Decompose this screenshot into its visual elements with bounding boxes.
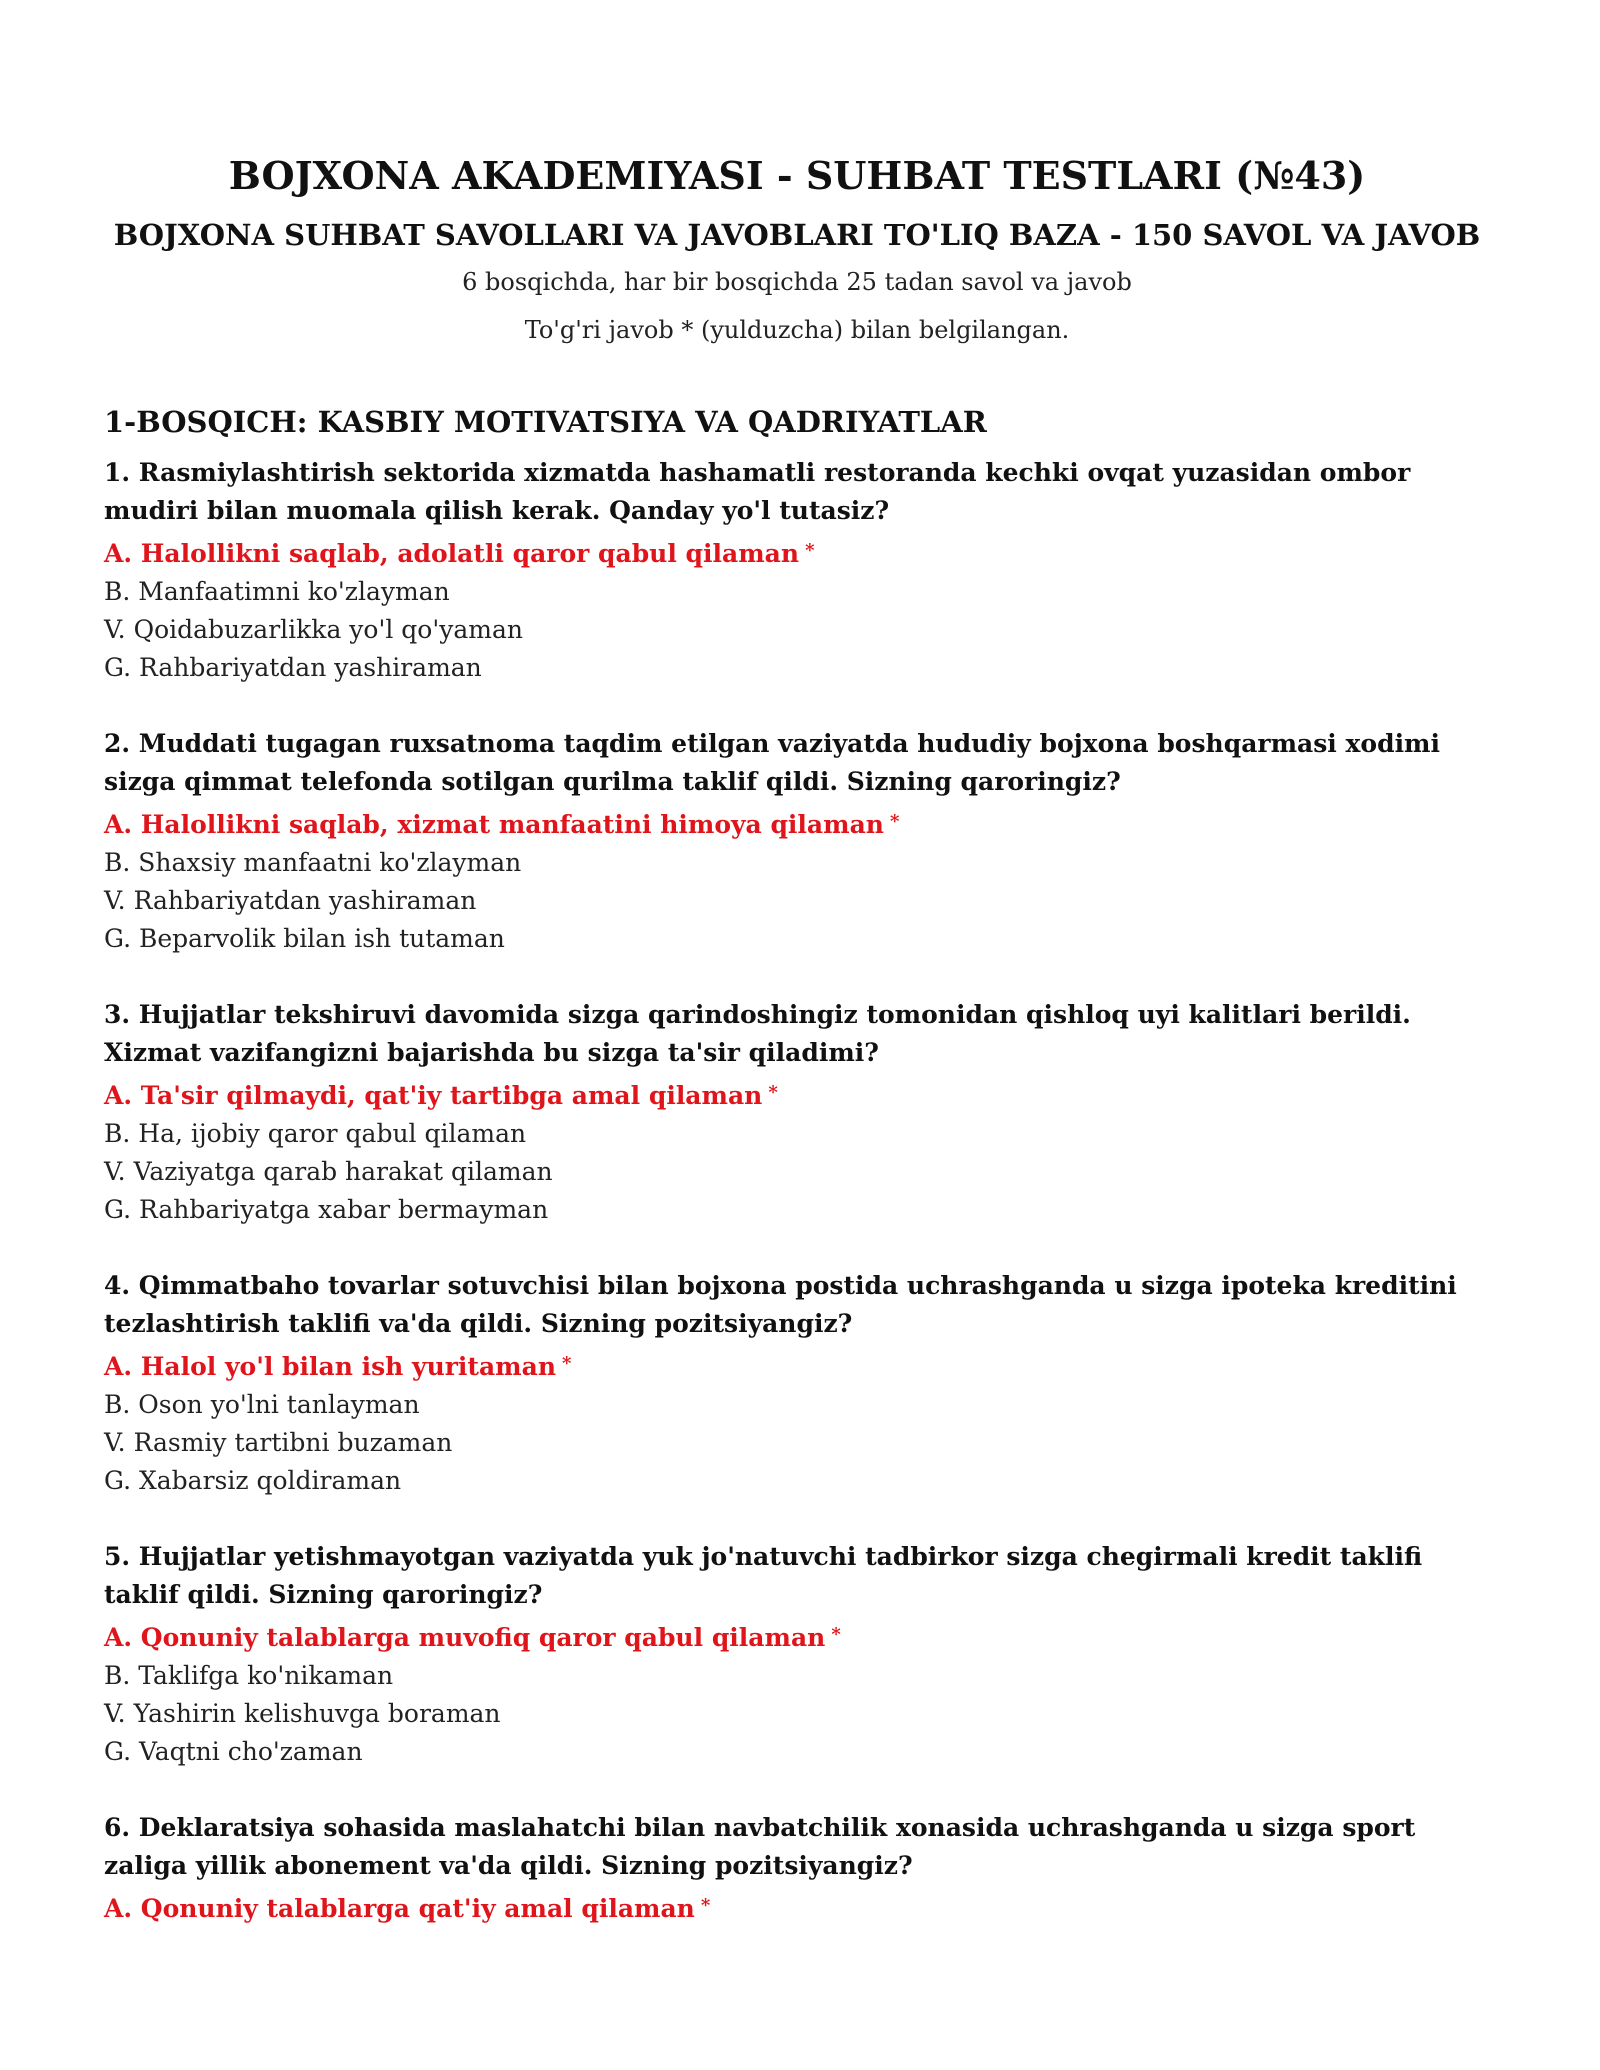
question-5 — [104, 1538, 1490, 1771]
correct-mark-star: * — [889, 811, 900, 832]
option-label: A. Qonuniy talablarga muvofiq qaror qabul qilaman — [104, 1623, 826, 1652]
option-label: A. Halol yo'l bilan ish yuritaman — [104, 1352, 557, 1381]
question-3 — [104, 996, 1490, 1229]
answer-option: G. Rahbariyatdan yashiraman — [104, 653, 482, 682]
document-note-stages: 6 bosqichda, har bir bosqichda 25 tadan savol va javob — [462, 268, 1132, 296]
answer-option: B. Oson yo'lni tanlayman — [104, 1390, 420, 1419]
answer-option-correct — [104, 1887, 1490, 1928]
answer-option: G. Rahbariyatga xabar bermayman — [104, 1195, 549, 1224]
answer-option: G. Xabarsiz qoldiraman — [104, 1466, 402, 1495]
question-text: 5. Hujjatlar yetishmayotgan vaziyatda yuk jo'natuvchi tadbirkor sizga chegirmali kredit taklifi taklif qildi. Sizning qaroringiz? — [104, 1542, 1423, 1609]
correct-mark-star: * — [768, 1082, 778, 1103]
option-label: A. Halollikni saqlab, xizmat manfaatini himoya qilaman — [104, 810, 884, 839]
question-1 — [104, 454, 1490, 687]
answer-option: B. Taklifga ko'nikaman — [104, 1661, 394, 1690]
answer-option: V. Yashirin kelishuvga boraman — [104, 1699, 501, 1728]
question-6 — [104, 1809, 1490, 1928]
option-label: A. Ta'sir qilmaydi, qat'iy tartibga amal qilaman — [104, 1081, 763, 1110]
correct-mark-star: * — [831, 1624, 841, 1645]
correct-mark-star: * — [805, 540, 815, 561]
question-text: 6. Deklaratsiya sohasida maslahatchi bilan navbatchilik xonasida uchrashganda u sizga sport zaliga yillik abonement va'da qildi. Sizning pozitsiyangiz? — [104, 1813, 1416, 1880]
answer-option: V. Rasmiy tartibni buzaman — [104, 1428, 453, 1457]
document-note-answer-mark: To'g'ri javob * (yulduzcha) bilan belgilangan. — [524, 316, 1070, 344]
answer-option-correct — [104, 532, 1490, 573]
question-4 — [104, 1267, 1490, 1500]
answer-option: B. Manfaatimni ko'zlayman — [104, 577, 450, 606]
question-2 — [104, 725, 1490, 958]
question-text: 3. Hujjatlar tekshiruvi davomida sizga qarindoshingiz tomonidan qishloq uyi kalitlari berildi. Xizmat vazifangizni bajarishda bu sizga ta'sir qiladimi? — [104, 1000, 1411, 1067]
document-subtitle: BOJXONA SUHBAT SAVOLLARI VA JAVOBLARI TO'LIQ BAZA - 150 SAVOL VA JAVOB — [113, 218, 1481, 252]
answer-option: B. Shaxsiy manfaatni ko'zlayman — [104, 848, 522, 877]
section-heading: 1-BOSQICH: KASBIY MOTIVATSIYA VA QADRIYATLAR — [104, 405, 987, 439]
answer-option: G. Beparvolik bilan ish tutaman — [104, 924, 505, 953]
option-label: A. Halollikni saqlab, adolatli qaror qabul qilaman — [104, 539, 800, 568]
answer-option-correct — [104, 1345, 1490, 1386]
option-label: A. Qonuniy talablarga qat'iy amal qilaman — [104, 1894, 695, 1923]
answer-option-correct — [104, 1074, 1490, 1115]
answer-option-correct — [104, 803, 1490, 844]
answer-option: V. Qoidabuzarlikka yo'l qo'yaman — [104, 615, 523, 644]
question-text: 1. Rasmiylashtirish sektorida xizmatda hashamatli restoranda kechki ovqat yuzasidan ombor mudiri bilan muomala qilish kerak. Qanday yo'l tutasiz? — [104, 458, 1411, 525]
correct-mark-star: * — [562, 1353, 572, 1374]
question-text: 4. Qimmatbaho tovarlar sotuvchisi bilan bojxona postida uchrashganda u sizga ipoteka kreditini tezlashtirish taklifi va'da qildi. Sizning pozitsiyangiz? — [104, 1271, 1457, 1338]
document-title: BOJXONA AKADEMIYASI - SUHBAT TESTLARI (№43) — [228, 153, 1366, 198]
answer-option: B. Ha, ijobiy qaror qabul qilaman — [104, 1119, 527, 1148]
answer-option: V. Vaziyatga qarab harakat qilaman — [104, 1157, 553, 1186]
answer-option: G. Vaqtni cho'zaman — [104, 1737, 363, 1766]
answer-option: V. Rahbariyatdan yashiraman — [104, 886, 477, 915]
correct-mark-star: * — [700, 1895, 711, 1916]
question-text: 2. Muddati tugagan ruxsatnoma taqdim etilgan vaziyatda hududiy bojxona boshqarmasi xodimi sizga qimmat telefonda sotilgan qurilma taklif qildi. Sizning qaroringiz? — [104, 729, 1441, 796]
answer-option-correct — [104, 1616, 1490, 1657]
